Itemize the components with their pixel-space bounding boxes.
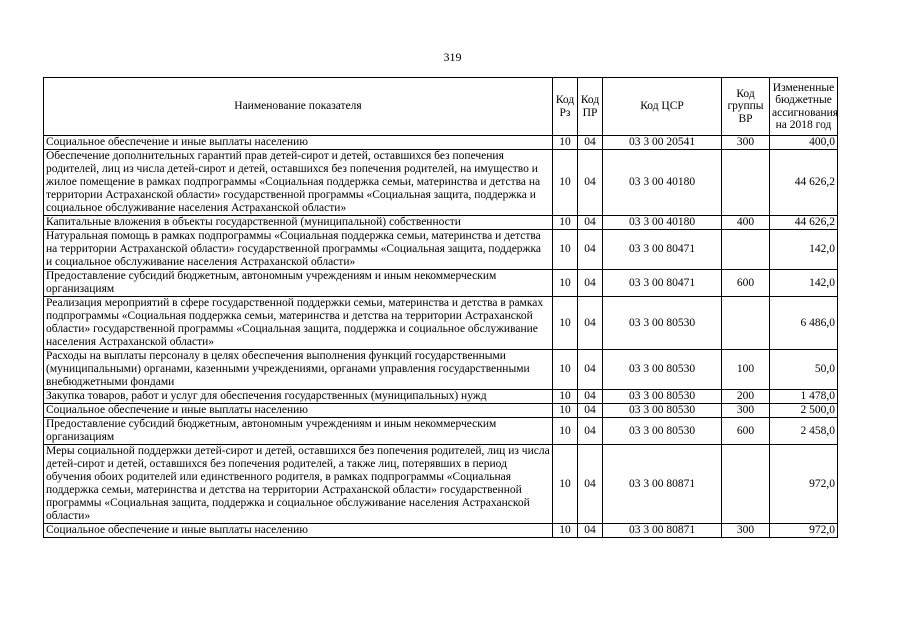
cell-rz: 10 bbox=[553, 418, 578, 445]
cell-csr: 03 3 00 40180 bbox=[603, 150, 722, 216]
cell-csr: 03 3 00 80471 bbox=[603, 270, 722, 297]
cell-pr: 04 bbox=[578, 297, 603, 350]
table-row bbox=[44, 230, 838, 270]
cell-name: Меры социальной поддержки детей-сирот и детей, оставшихся без попечения родителей, лиц из числа детей-сирот и детей, оставшихся без попечения родителей, а также лиц, потерявших в период обучения обоих родителей или единственного родителя, в рамках подпрограммы «Социальная поддержка семьи, материнства и детства на территории Астраханской области» государственной программы «Социальная защита, поддержка и социальное обслуживание населения Астраханской области» bbox=[44, 445, 553, 524]
cell-vr bbox=[722, 297, 770, 350]
cell-vr: 100 bbox=[722, 350, 770, 390]
cell-csr: 03 3 00 80530 bbox=[603, 418, 722, 445]
cell-pr: 04 bbox=[578, 524, 603, 538]
cell-amount: 50,0 bbox=[770, 350, 838, 390]
cell-amount: 972,0 bbox=[770, 524, 838, 538]
cell-rz: 10 bbox=[553, 445, 578, 524]
column-header-rz: Код Рз bbox=[553, 78, 578, 136]
budget-table bbox=[43, 77, 838, 538]
cell-csr: 03 3 00 80530 bbox=[603, 404, 722, 418]
table-row bbox=[44, 216, 838, 230]
cell-vr: 600 bbox=[722, 270, 770, 297]
cell-name: Социальное обеспечение и иные выплаты населению bbox=[44, 524, 553, 538]
page-number: 319 bbox=[443, 50, 462, 64]
cell-name: Социальное обеспечение и иные выплаты населению bbox=[44, 404, 553, 418]
cell-name: Социальное обеспечение и иные выплаты населению bbox=[44, 136, 553, 150]
table-row bbox=[44, 404, 838, 418]
cell-pr: 04 bbox=[578, 270, 603, 297]
cell-pr: 04 bbox=[578, 230, 603, 270]
cell-rz: 10 bbox=[553, 390, 578, 404]
table-header-row bbox=[44, 78, 838, 136]
cell-rz: 10 bbox=[553, 404, 578, 418]
cell-vr: 400 bbox=[722, 216, 770, 230]
table-row bbox=[44, 150, 838, 216]
cell-name: Натуральная помощь в рамках подпрограммы «Социальная поддержка семьи, материнства и детства на территории Астраханской области» государственной программы «Социальная защита, поддержка и социальное обслуживание населения Астраханской области» bbox=[44, 230, 553, 270]
table-row bbox=[44, 418, 838, 445]
cell-amount: 44 626,2 bbox=[770, 150, 838, 216]
cell-vr: 300 bbox=[722, 404, 770, 418]
cell-pr: 04 bbox=[578, 136, 603, 150]
cell-csr: 03 3 00 20541 bbox=[603, 136, 722, 150]
column-header-amount: Измененные бюджетные ассигнования на 2018 год bbox=[770, 78, 838, 136]
cell-rz: 10 bbox=[553, 136, 578, 150]
table-row bbox=[44, 390, 838, 404]
table-row bbox=[44, 524, 838, 538]
cell-amount: 2 500,0 bbox=[770, 404, 838, 418]
cell-pr: 04 bbox=[578, 350, 603, 390]
cell-rz: 10 bbox=[553, 216, 578, 230]
cell-pr: 04 bbox=[578, 445, 603, 524]
column-header-name: Наименование показателя bbox=[44, 78, 553, 136]
cell-name: Реализация мероприятий в сфере государственной поддержки семьи, материнства и детства в рамках подпрограммы «Социальная поддержка семьи, материнства и детства на территории Астраханской области» государственной программы «Социальная защита, поддержка и социальное обслуживание населения Астраханской области» bbox=[44, 297, 553, 350]
cell-csr: 03 3 00 80530 bbox=[603, 390, 722, 404]
cell-pr: 04 bbox=[578, 216, 603, 230]
cell-amount: 142,0 bbox=[770, 270, 838, 297]
cell-vr: 300 bbox=[722, 524, 770, 538]
cell-csr: 03 3 00 80530 bbox=[603, 350, 722, 390]
cell-amount: 1 478,0 bbox=[770, 390, 838, 404]
cell-rz: 10 bbox=[553, 524, 578, 538]
cell-name: Предоставление субсидий бюджетным, автономным учреждениям и иным некоммерческим организациям bbox=[44, 270, 553, 297]
cell-pr: 04 bbox=[578, 418, 603, 445]
cell-rz: 10 bbox=[553, 297, 578, 350]
cell-csr: 03 3 00 80530 bbox=[603, 297, 722, 350]
cell-amount: 972,0 bbox=[770, 445, 838, 524]
cell-amount: 44 626,2 bbox=[770, 216, 838, 230]
cell-vr bbox=[722, 445, 770, 524]
cell-rz: 10 bbox=[553, 270, 578, 297]
cell-amount: 2 458,0 bbox=[770, 418, 838, 445]
cell-amount: 400,0 bbox=[770, 136, 838, 150]
table-row bbox=[44, 350, 838, 390]
cell-csr: 03 3 00 40180 bbox=[603, 216, 722, 230]
cell-name: Обеспечение дополнительных гарантий прав детей-сирот и детей, оставшихся без попечения родителей, лиц из числа детей-сирот и детей, оставшихся без попечения родителей, на имущество и жилое помещение в рамках подпрограммы «Социальная поддержка семьи, материнства и детства на территории Астраханской области» государственной программы «Социальная защита, поддержка и социальное обслуживание населения Астраханской области» bbox=[44, 150, 553, 216]
cell-rz: 10 bbox=[553, 150, 578, 216]
cell-rz: 10 bbox=[553, 350, 578, 390]
table-row bbox=[44, 136, 838, 150]
cell-vr bbox=[722, 230, 770, 270]
cell-csr: 03 3 00 80871 bbox=[603, 524, 722, 538]
cell-csr: 03 3 00 80471 bbox=[603, 230, 722, 270]
cell-vr: 300 bbox=[722, 136, 770, 150]
cell-pr: 04 bbox=[578, 404, 603, 418]
cell-vr: 200 bbox=[722, 390, 770, 404]
cell-name: Закупка товаров, работ и услуг для обеспечения государственных (муниципальных) нужд bbox=[44, 390, 553, 404]
cell-pr: 04 bbox=[578, 150, 603, 216]
cell-name: Предоставление субсидий бюджетным, автономным учреждениям и иным некоммерческим организациям bbox=[44, 418, 553, 445]
cell-name: Расходы на выплаты персоналу в целях обеспечения выполнения функций государственными (муниципальными) органами, казенными учреждениями, органами управления государственными внебюджетными фондами bbox=[44, 350, 553, 390]
table-row bbox=[44, 445, 838, 524]
cell-name: Капитальные вложения в объекты государственной (муниципальной) собственности bbox=[44, 216, 553, 230]
table-row bbox=[44, 297, 838, 350]
cell-pr: 04 bbox=[578, 390, 603, 404]
table-row bbox=[44, 270, 838, 297]
column-header-vr: Код группы ВР bbox=[722, 78, 770, 136]
cell-rz: 10 bbox=[553, 230, 578, 270]
cell-amount: 142,0 bbox=[770, 230, 838, 270]
cell-vr bbox=[722, 150, 770, 216]
column-header-pr: Код ПР bbox=[578, 78, 603, 136]
cell-csr: 03 3 00 80871 bbox=[603, 445, 722, 524]
column-header-csr: Код ЦСР bbox=[603, 78, 722, 136]
cell-vr: 600 bbox=[722, 418, 770, 445]
cell-amount: 6 486,0 bbox=[770, 297, 838, 350]
